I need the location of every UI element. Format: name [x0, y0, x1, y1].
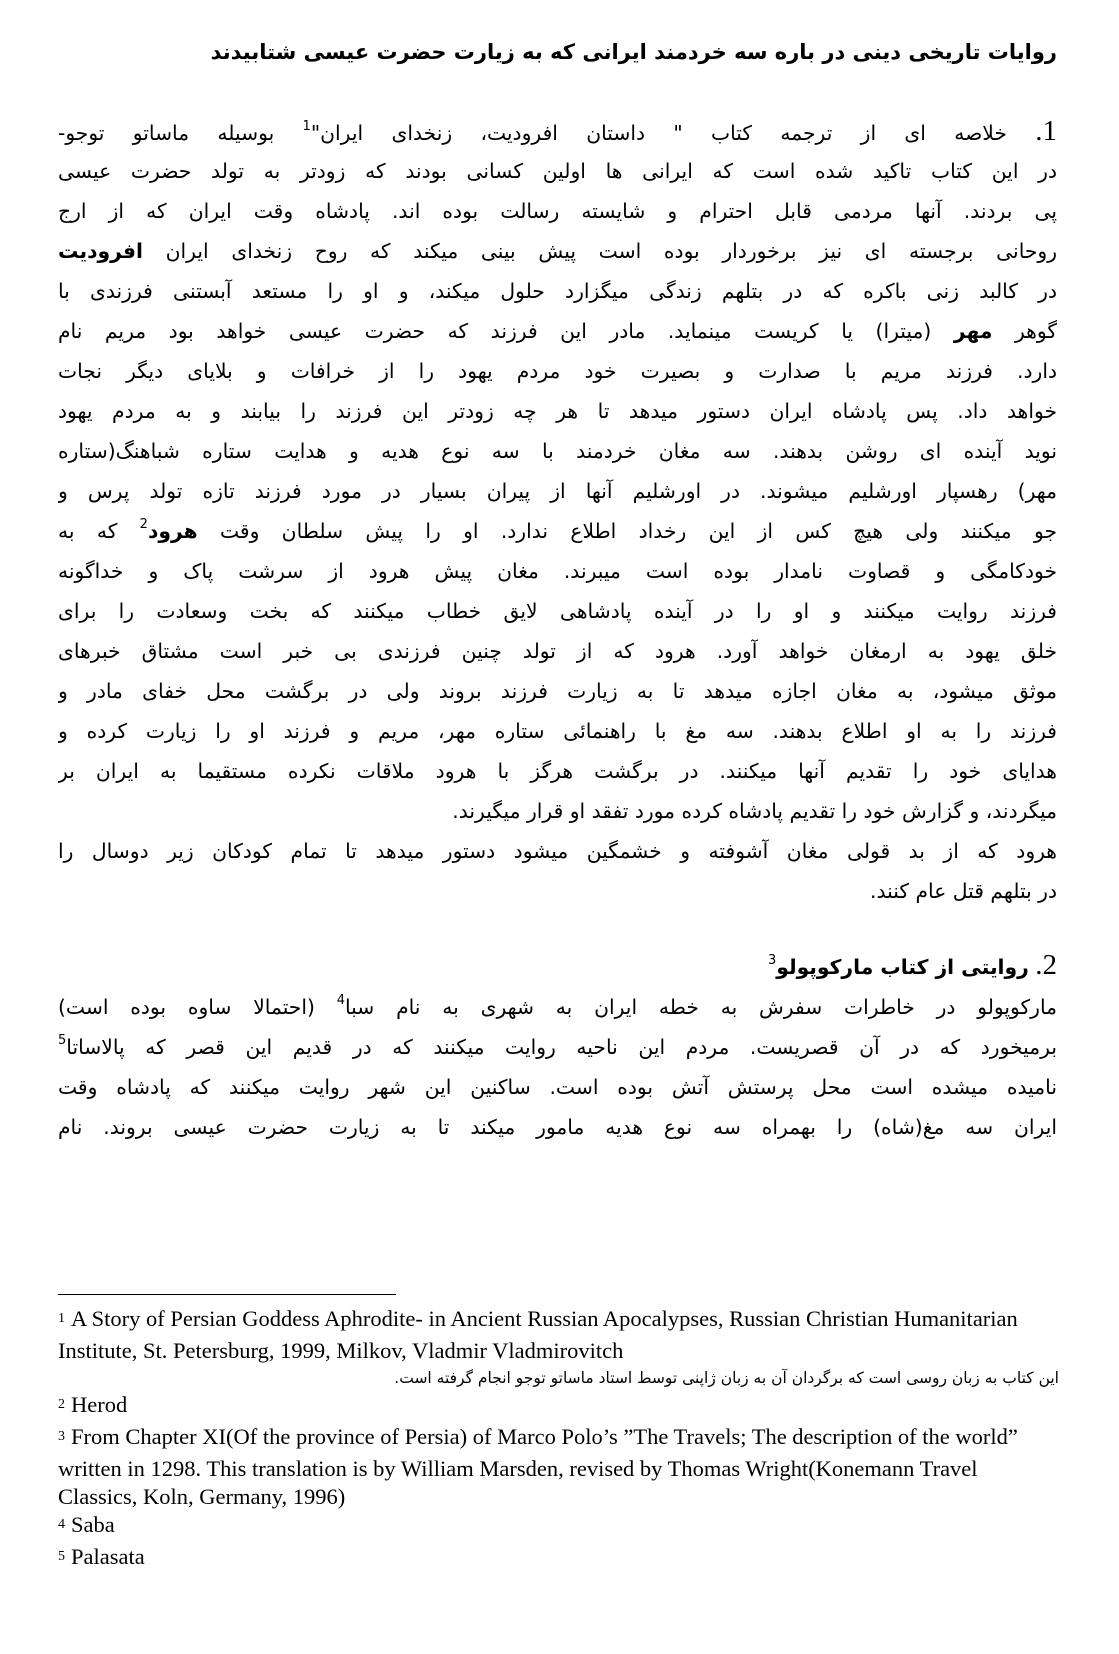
section-1-line-14: خلق یهود به ارمغان خواهد آورد. هرود که از تولد چنین فرزندی بی خبر است مشتاق خبرهای [58, 639, 1057, 663]
section-1-line-6: گوهر مهر (میترا) یا کریست مینماید. مادر این فرزند که حضرت عیسی خواهد بود مریم نام [58, 319, 1057, 343]
document-title: روایات تاریخی دینی در باره سه خردمند ایرانی که به زیارت حضرت عیسی شتابیدند [210, 40, 1057, 64]
section-2-line-1: مارکوپولو در خاطرات سفرش به خطه ایران به شهری به نام سبا$^4$ (احتمالا ساوه بوده است) [58, 993, 1057, 1019]
footnote-5: 5 Palasata [58, 1544, 145, 1569]
section-1-line-10: مهر) رهسپار اورشلیم میشوند. در اورشلیم آنها از پیران بسیار در مورد فرزند تازه تولد پرس و [58, 479, 1057, 503]
footnote-separator [58, 1294, 396, 1295]
section-1-line-1: 1. خلاصه ای از ترجمه کتاب " داستان افرودیت، زنخدای ایران"$^1$ بوسیله ماساتو توجو- [58, 115, 1057, 147]
footnote-ref-4[interactable]: 4 [336, 993, 345, 1009]
section-1-line-5: در کالبد زنی باکره که در بتلهم زندگی میگزارد حلول میکند، و او را مستعد آبستنی فرزندی با [58, 279, 1057, 303]
section-1-line-19: هرود که از بد قولی مغان آشوفته و خشمگین میشود دستور میدهد تا تمام کودکان زیر دوسال را [58, 839, 1057, 863]
section-1-line-15: موثق میشود، به مغان اجازه میدهد تا به زیارت فرزند بروند ولی در برگشت محل خفای مادر و [58, 679, 1057, 703]
footnote-1-persian-note: این کتاب به زبان روسی است که برگردان آن به زبان ژاپنی توسط استاد ماساتو توجو انجام گرفته است. [394, 1369, 1059, 1387]
section-1-line-3: پی بردند. آنها مردمی قابل احترام و شایسته رسالت بوده اند. پادشاه وقت ایران که از ارج [58, 199, 1057, 223]
section-2-heading: 2. روایتی از کتاب مارکوپولو$^3$ [767, 949, 1057, 981]
section-1-line-13: فرزند روایت میکنند و او را در آینده پادشاهی لایق خطاب میکنند که بخت وسعادت را برای [58, 599, 1057, 623]
section-1-number: 1. [1035, 115, 1057, 147]
footnote-4: 4 Saba [58, 1512, 115, 1537]
section-1-line-17: هدایای خود را تقدیم آنها میکنند. در برگشت هرگز با هرود ملاقات نکرده مستقیما به ایران بر [58, 759, 1057, 783]
section-2-number: 2. [1035, 949, 1057, 981]
section-1-line-20: در بتلهم قتل عام کنند. [870, 879, 1057, 903]
section-1-line-18: میگردند، و گزارش خود را تقدیم پادشاه کرده مورد تفقد او قرار میگیرند. [452, 799, 1057, 823]
footnote-ref-5[interactable]: 5 [58, 1033, 67, 1049]
section-1 [58, 111, 1057, 911]
footnote-2: 2 Herod [58, 1392, 128, 1417]
section-2-line-4: ایران سه مغ(شاه) را بهمراه سه نوع هدیه مامور میکند تا به زیارت حضرت عیسی بروند. نام [58, 1115, 1057, 1139]
section-1-line-8: خواهد داد. پس پادشاه ایران دستور میدهد تا هر چه زودتر این فرزند را بیابند و به مردم یهود [58, 399, 1057, 423]
bold-term-aphrodite: افرودیت [58, 239, 143, 263]
section-1-line-7: دارد. فرزند مریم با صدارت و بصیرت خود مردم یهود را از خرافات و بلایای دیگر نجات [58, 359, 1057, 383]
section-2-line-2: برمیخورد که در آن قصریست. مردم این ناحیه روایت میکنند که در قدیم این قصر که پالاساتا$^5$ [58, 1033, 1057, 1059]
footnote-1: 1 A Story of Persian Goddess Aphrodite- in Ancient Russian Apocalypses, Russian Christian Humanitarian Institute, St. Petersburg, 1999, Milkov, Vladmir Vladmirovitch [58, 1306, 1018, 1363]
section-2-line-3: نامیده میشده است محل پرستش آتش بوده است. ساکنین این شهر روایت میکنند که پادشاه وقت [58, 1075, 1057, 1099]
section-1-line-4: روحانی برجسته ای نیز برخوردار بوده است پیش بینی میکند که روح زنخدای ایران افرودیت [58, 239, 1057, 263]
bold-term-herod: هرود [147, 519, 198, 543]
section-2 [58, 987, 1057, 1147]
section-1-line-11: جو میکنند ولی هیچ کس از این رخداد اطلاع ندارد. او را پیش سلطان وقت هرود$^2$ که به [58, 517, 1057, 543]
footnotes [58, 1305, 1059, 1575]
footnote-ref-1[interactable]: 1 [302, 119, 311, 135]
bold-term-mehr: مهر [953, 319, 993, 343]
footnote-ref-3[interactable]: 3 [767, 953, 777, 969]
footnote-ref-2[interactable]: 2 [139, 517, 148, 533]
section-1-line-12: خودکامگی و قصاوت نامدار بوده است میبرند. مغان پیش هرود از سرشت پاک و خداگونه [58, 559, 1057, 583]
footnote-3: 3 From Chapter XI(Of the province of Persia) of Marco Polo’s ”The Travels; The description of the world” written in 1298. This translation is by William Marsden, revised by Thomas Wright(Konemann Travel Classics, Koln, Germany, 1996) [58, 1424, 1018, 1509]
section-1-line-16: فرزند را به او اطلاع بدهند. سه مغ با راهنمائی ستاره مهر، مریم و فرزند او را زیارت کرده و [58, 719, 1057, 743]
section-1-line-2: در این کتاب تاکید شده است که ایرانی ها اولین کسانی بودند که زودتر به تولد حضرت عیسی [58, 159, 1057, 183]
section-1-line-9: نوید آینده ای روشن بدهند. سه مغان خردمند با سه نوع هدیه و هدایت ستاره شباهنگ(ستاره [58, 439, 1057, 463]
